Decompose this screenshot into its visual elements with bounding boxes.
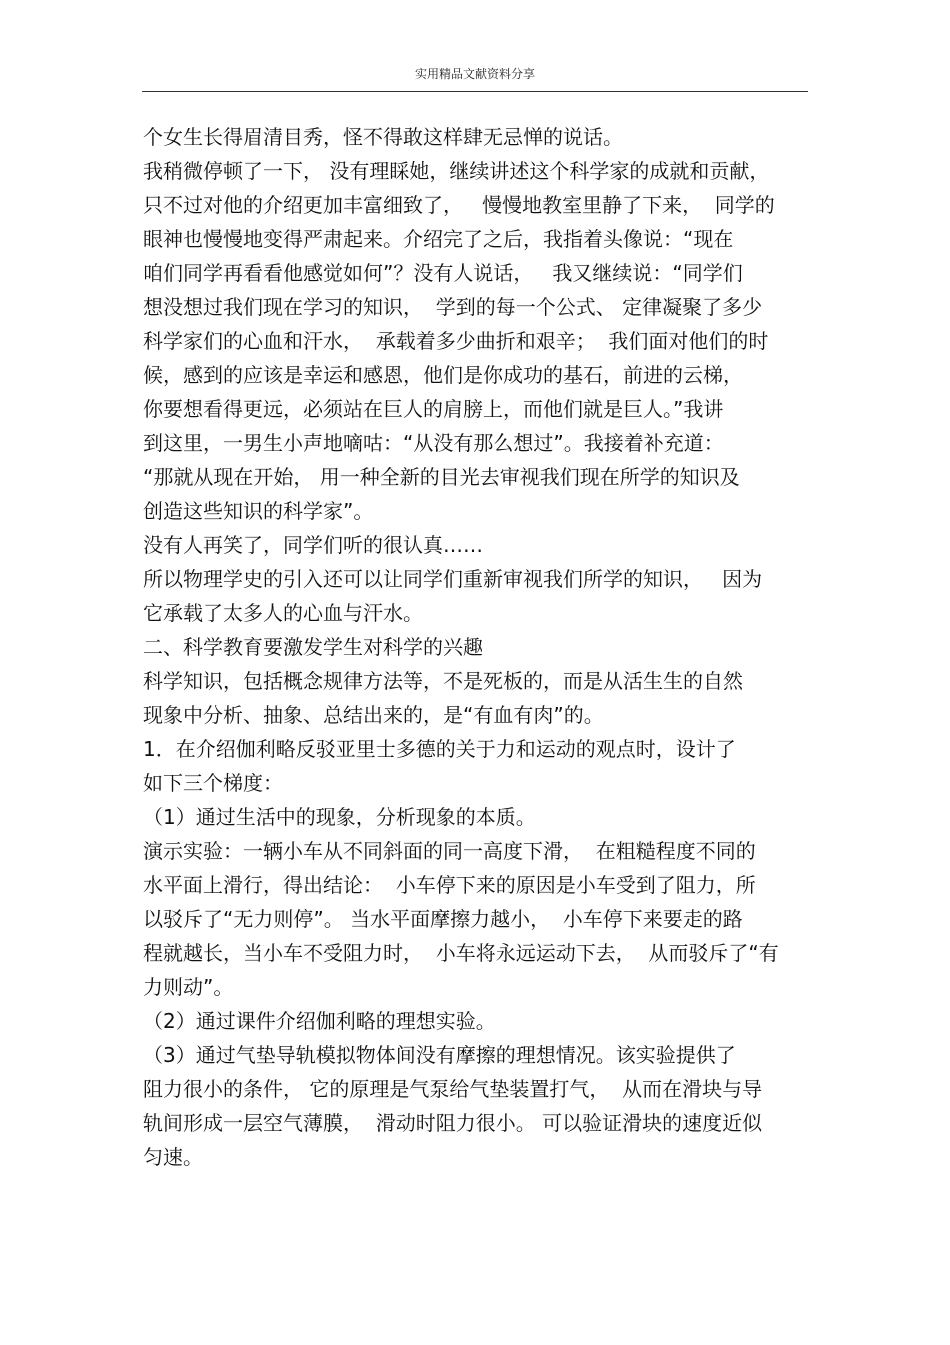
text-line: 如下三个梯度： bbox=[143, 771, 283, 795]
text-line: 没有人再笑了，同学们听的很认真…… bbox=[143, 533, 483, 557]
text-line: （3）通过气垫导轨模拟物体间没有摩擦的理想情况。该实验提供了 bbox=[143, 1043, 736, 1067]
text-line: 咱们同学再看看他感觉如何”？没有人说话， 我又继续说：“同学们 bbox=[143, 261, 743, 285]
text-line: 轨间形成一层空气薄膜， 滑动时阻力很小。 可以验证滑块的速度近似 bbox=[143, 1111, 763, 1135]
text-line: 到这里，一男生小声地嘀咕：“从没有那么想过”。我接着补充道： bbox=[143, 431, 724, 455]
text-line: 科学知识，包括概念规律方法等，不是死板的，而是从活生生的自然 bbox=[143, 669, 743, 693]
text-line: 演示实验：一辆小车从不同斜面的同一高度下滑， 在粗糙程度不同的 bbox=[143, 839, 756, 863]
document-body bbox=[143, 120, 811, 1174]
text-line: 你要想看得更远，必须站在巨人的肩膀上，而他们就是巨人。”我讲 bbox=[143, 397, 724, 421]
page-header: 实用精品文献资料分享 bbox=[414, 67, 535, 81]
text-line: （1）通过生活中的现象，分析现象的本质。 bbox=[143, 805, 536, 829]
header-divider bbox=[142, 91, 808, 92]
text-line: 1．在介绍伽利略反驳亚里士多德的关于力和运动的观点时，设计了 bbox=[143, 737, 736, 761]
text-line: 程就越长，当小车不受阻力时， 小车将永远运动下去， 从而驳斥了“有 bbox=[143, 941, 779, 965]
text-line: 科学家们的心血和汗水， 承载着多少曲折和艰辛； 我们面对他们的时 bbox=[143, 329, 769, 353]
text-line: 现象中分析、抽象、总结出来的，是“有血有肉”的。 bbox=[143, 703, 604, 727]
text-line: 以驳斥了“无力则停”。 当水平面摩擦力越小， 小车停下来要走的路 bbox=[143, 907, 743, 931]
text-line: “那就从现在开始， 用一种全新的目光去审视我们现在所学的知识及 bbox=[143, 465, 740, 489]
text-line: 我稍微停顿了一下， 没有理睬她，继续讲述这个科学家的成就和贡献， bbox=[143, 159, 770, 183]
text-line: 阻力很小的条件， 它的原理是气泵给气垫装置打气， 从而在滑块与导 bbox=[143, 1077, 763, 1101]
section-heading: 二、科学教育要激发学生对科学的兴趣 bbox=[143, 635, 483, 659]
text-line: 个女生长得眉清目秀，怪不得敢这样肆无忌惮的说话。 bbox=[143, 125, 623, 149]
text-line: 只不过对他的介绍更加丰富细致了， 慢慢地教室里静了下来， 同学的 bbox=[143, 193, 775, 217]
text-line: 想没想过我们现在学习的知识， 学到的每一个公式、 定律凝聚了多少 bbox=[143, 295, 763, 319]
text-line: 匀速。 bbox=[143, 1145, 203, 1169]
text-line: 创造这些知识的科学家”。 bbox=[143, 499, 374, 523]
text-line: 力则动”。 bbox=[143, 975, 234, 999]
text-line: 眼神也慢慢地变得严肃起来。介绍完了之后，我指着头像说：“现在 bbox=[143, 227, 734, 251]
text-line: 它承载了太多人的心血与汗水。 bbox=[143, 601, 423, 625]
text-line: 水平面上滑行，得出结论： 小车停下来的原因是小车受到了阻力，所 bbox=[143, 873, 756, 897]
text-line: 所以物理学史的引入还可以让同学们重新审视我们所学的知识， 因为 bbox=[143, 567, 763, 591]
text-line: （2）通过课件介绍伽利略的理想实验。 bbox=[143, 1009, 496, 1033]
text-line: 候，感到的应该是幸运和感恩，他们是你成功的基石，前进的云梯， bbox=[143, 363, 743, 387]
